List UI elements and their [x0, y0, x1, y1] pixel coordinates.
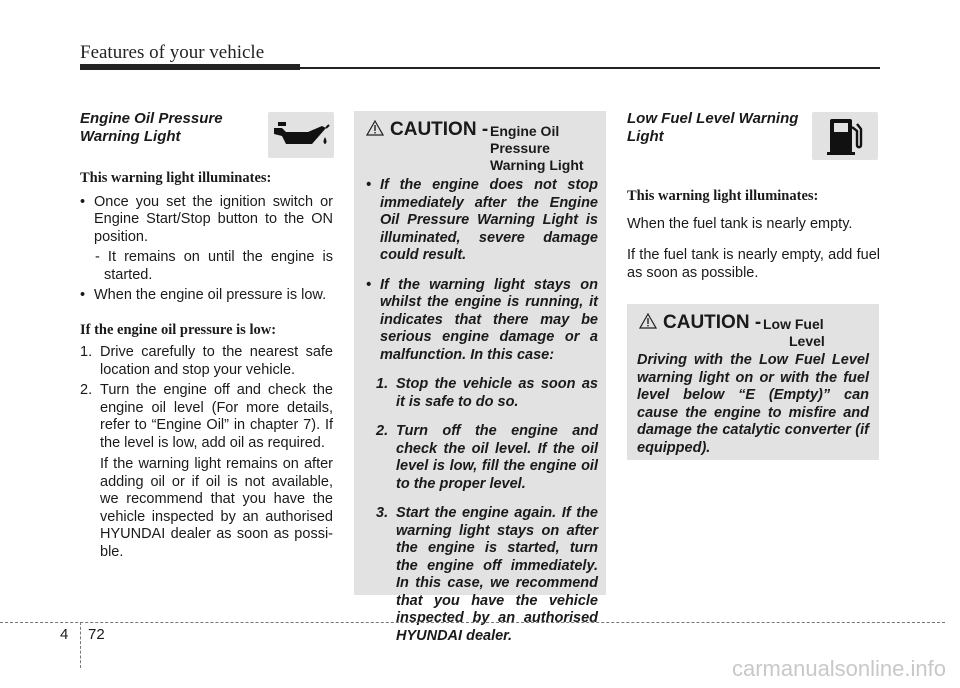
low-fuel-section-title: Low Fuel Level Warning Light [627, 110, 799, 145]
list-item: 2. Turn off the engine and check the oil level. If the oil level is low, fill the engine oil to the proper level. [376, 423, 598, 492]
list-item: • If the warning light stays on whilst the engine is running, it indicates that there may be serious engine damage or a malfunction. In this case: [366, 276, 598, 363]
caution-label: CAUTION - [663, 312, 762, 333]
caution-oil-pressure-box [354, 111, 606, 644]
caution-subtitle: Low Fuel Level [763, 316, 825, 349]
list-item: 3. Start the engine again. If the warning light stays on after the engine is started, turn the engine off immediately. In this case, we recommend that you have the vehicle inspected by an authorised HYUNDAI dealer. [376, 505, 598, 644]
illuminates-heading: This warning light illuminates: [80, 170, 272, 186]
footer-rule [0, 622, 945, 623]
header-bar [80, 64, 300, 70]
caution-low-fuel-box [627, 304, 879, 460]
list-item: • When the engine oil pressure is low. [80, 287, 327, 303]
list-item: • Once you set the ignition switch or Engine Start/Stop button to the ON position. [80, 193, 333, 245]
list-item: 1. Drive carefully to the nearest safe location and stop your vehicle. [80, 344, 333, 378]
fuel-pump-icon [812, 112, 878, 160]
header-rule [300, 67, 880, 69]
watermark: carmanualsonline.info [731, 656, 946, 681]
warning-triangle-icon [366, 120, 384, 136]
illuminates-heading: This warning light illuminates: [627, 188, 819, 204]
caution-subtitle: Engine Oil Pressure Warning Light [490, 123, 584, 173]
oil-pressure-warning-icon-box [268, 112, 334, 158]
warning-triangle-icon [639, 313, 657, 329]
list-item: 2. Turn the engine off and check the engine oil level (For more details, refer to “Engine Oil” in chapter 7). If the level is low, add oil as required. [80, 382, 333, 451]
low-pressure-heading: If the engine oil pressure is low: [80, 321, 277, 338]
low-fuel-content [627, 188, 880, 282]
low-fuel-warning-icon-box [812, 112, 878, 160]
list-item: - It remains on until the engine is started. [95, 249, 333, 283]
footer-divider [80, 622, 81, 668]
list-item: • If the engine does not stop immediately after the Engine Oil Pressure Warning Light is illuminated, severe damage could result. [366, 177, 598, 263]
page-number: 72 [88, 626, 105, 643]
oil-pressure-content [80, 170, 333, 561]
paragraph: If the warning light remains on after adding oil or if oil is not available, we recommend that you have the vehicle inspected by an authorised HYUNDAI dealer as soon as possi- ble. [100, 456, 333, 560]
oil-can-icon [268, 112, 334, 158]
chapter-number: 4 [60, 626, 69, 643]
oil-pressure-section-title: Engine Oil Pressure Warning Light [80, 110, 223, 145]
paragraph: If the fuel tank is nearly empty, add fuel as soon as possible. [627, 247, 880, 281]
paragraph: When the fuel tank is nearly empty. [627, 215, 853, 232]
page-header-title: Features of your vehicle [80, 42, 265, 63]
caution-oil-body [366, 177, 598, 645]
caution-label: CAUTION - [390, 119, 489, 140]
list-item: 1. Stop the vehicle as soon as it is safe to do so. [376, 376, 598, 410]
caution-fuel-body: Driving with the Low Fuel Level warning light on or with the fuel level below “E (Empty)” can cause the engine to misfire and damage the catalytic converter (if equipped). [637, 352, 869, 456]
